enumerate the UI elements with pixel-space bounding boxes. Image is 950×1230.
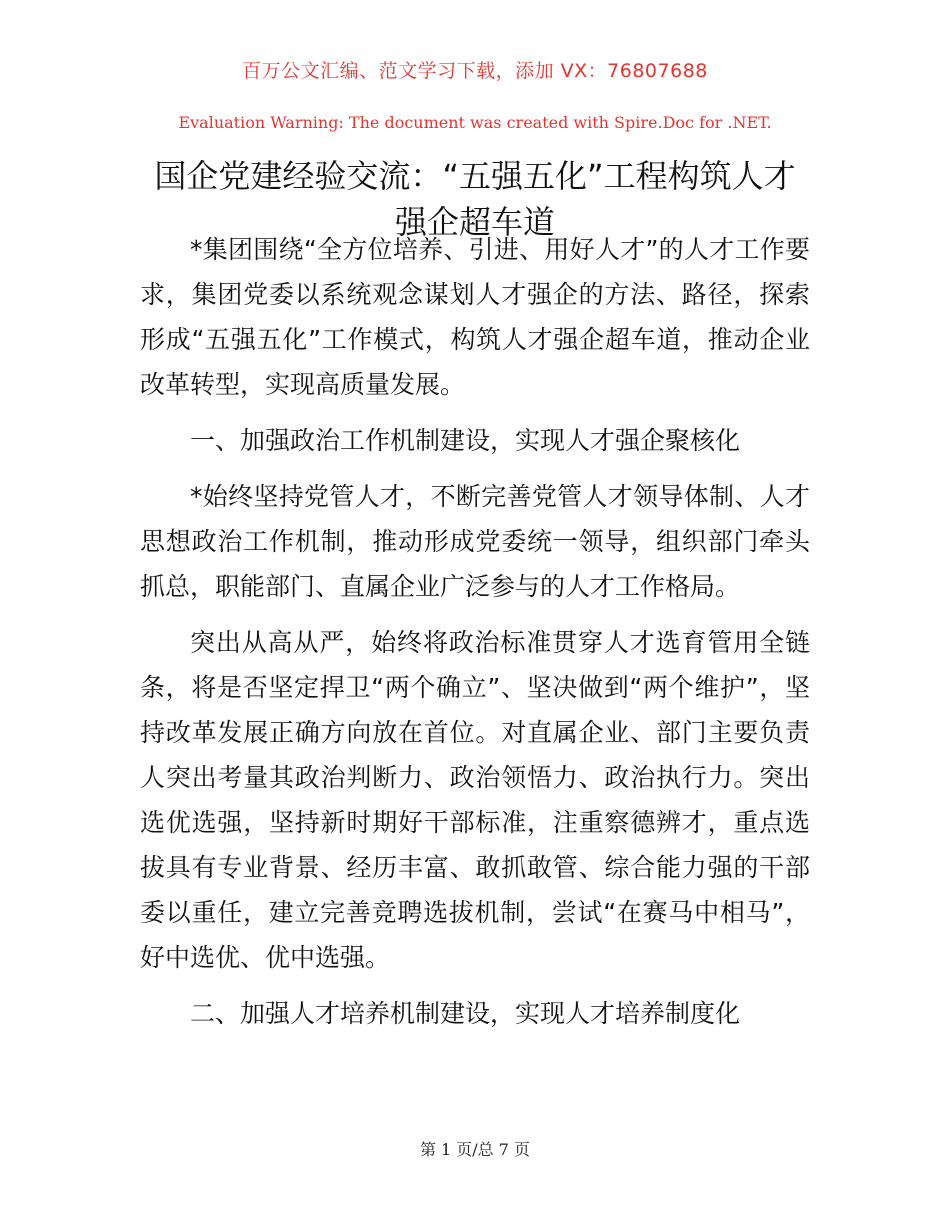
header-banner: 百万公文汇编、范文学习下载，添加 VX：76807688 [242,60,708,82]
document-title: 国企党建经验交流：“五强五化”工程构筑人才强企超车道 [154,157,796,241]
page-number-footer: 第 1 页/总 7 页 [419,1140,531,1159]
evaluation-warning: Evaluation Warning: The document was created with Spire.Doc for .NET. [178,113,772,132]
section-heading-2: 二、加强人才培养机制建设，实现人才培养制度化 [190,999,741,1028]
paragraph-party-management: *始终坚持党管人才，不断完善党管人才领导体制、人才思想政治工作机制，推动形成党委统一领导，组织部门牵头抓总，职能部门、直属企业广泛参与的人才工作格局。 [140,482,810,601]
paragraph-political-standard: 突出从高从严，始终将政治标准贯穿人才选育管用全链条，将是否坚定捍卫“两个确立”、坚决做到“两个维护”，坚持改革发展正确方向放在首位。对直属企业、部门主要负责人突出考量其政治判断力、政治领悟力、政治执行力。突出选优选强，坚持新时期好干部标准，注重察德辨才，重点选拔具有专业背景、经历丰富、敢抓敢管、综合能力强的干部委以重任，建立完善竞聘选拔机制，尝试“在赛马中相马”，好中选优、优中选强。 [140,628,810,972]
section-heading-1: 一、加强政治工作机制建设，实现人才强企聚核化 [190,426,741,455]
paragraph-intro: *集团围绕“全方位培养、引进、用好人才”的人才工作要求，集团党委以系统观念谋划人才强企的方法、路径，探索形成“五强五化”工作模式，构筑人才强企超车道，推动企业改革转型，实现高质量发展。 [140,235,810,399]
document-body [140,227,810,1047]
